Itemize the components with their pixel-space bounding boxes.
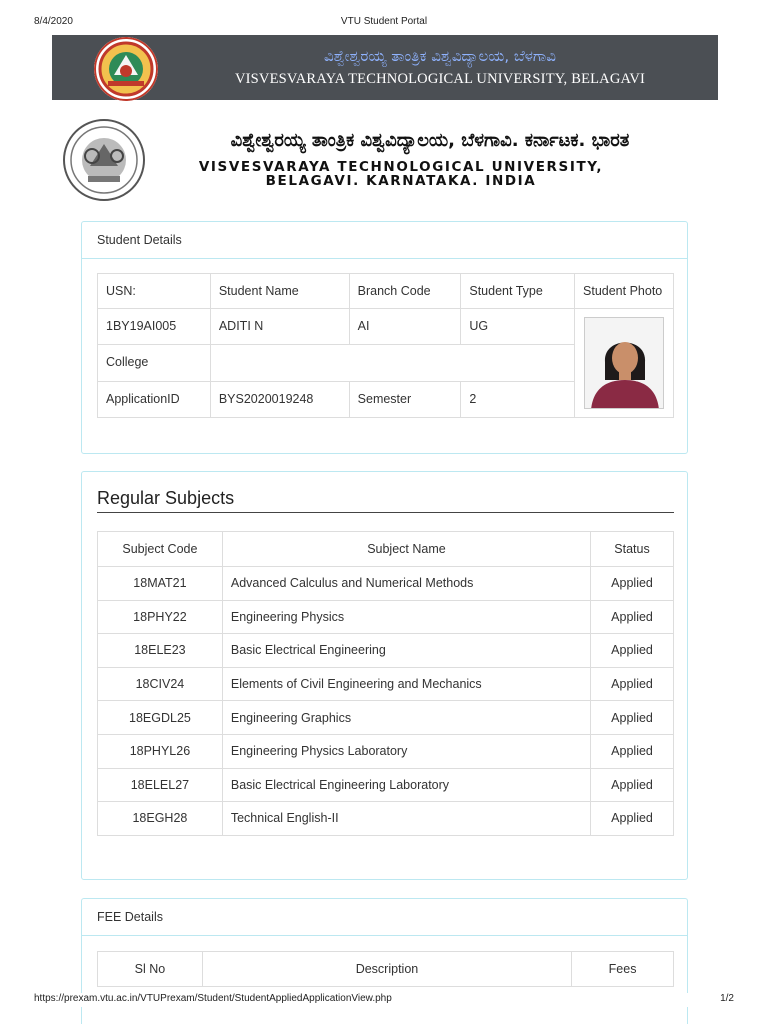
- table-row: [98, 802, 674, 836]
- usn-value: 1BY19AI005: [98, 309, 211, 345]
- letterhead-kannada-title: ವಿಶ್ವೇಶ್ವರಯ್ಯ ತಾಂತ್ರಿಕ ವಿಶ್ವವಿದ್ಯಾಲಯ, ಬೆಳಗಾವಿ. ಕರ್ನಾಟಕ. ಭಾರತ: [230, 130, 630, 151]
- print-page-number: 1/2: [720, 993, 734, 1004]
- table-row: [98, 768, 674, 802]
- branch-code-label: Branch Code: [349, 274, 461, 309]
- title-divider: [97, 512, 674, 513]
- subject-code-header: Subject Code: [98, 532, 223, 567]
- table-row: [98, 600, 674, 634]
- print-header: [0, 16, 768, 30]
- college-value: [210, 345, 574, 381]
- subject-name-cell: Engineering Physics Laboratory: [222, 734, 590, 768]
- subject-name-cell: Technical English-II: [222, 802, 590, 836]
- university-banner: [52, 35, 718, 100]
- vtu-emblem-icon: [94, 37, 158, 101]
- table-header-row: [98, 532, 674, 567]
- subject-name-cell: Advanced Calculus and Numerical Methods: [222, 567, 590, 601]
- regular-subjects-title: Regular Subjects: [97, 488, 235, 508]
- table-row: [98, 567, 674, 601]
- application-id-value: BYS2020019248: [210, 381, 349, 417]
- letterhead-english-line2: BELAGAVI. KARNATAKA. INDIA: [265, 173, 537, 189]
- student-type-value: UG: [461, 309, 575, 345]
- student-name-value: ADITI N: [210, 309, 349, 345]
- semester-label: Semester: [349, 381, 461, 417]
- status-header: Status: [591, 532, 674, 567]
- student-details-panel: [81, 221, 688, 454]
- student-name-label: Student Name: [210, 274, 349, 309]
- subjects-table: [97, 531, 674, 836]
- letterhead-english-line1: VISVESVARAYA TECHNOLOGICAL UNIVERSITY,: [198, 159, 604, 175]
- subject-name-header: Subject Name: [222, 532, 590, 567]
- banner-kannada-title: ವಿಶ್ವೇಶ್ವರಯ್ಯ ತಾಂತ್ರಿಕ ವಿಶ್ವವಿದ್ಯಾಲಯ, ಬೆಳಗಾವಿ: [324, 47, 556, 65]
- table-row: [98, 734, 674, 768]
- semester-value: 2: [461, 381, 575, 417]
- table-row: [98, 274, 674, 309]
- subject-code-cell: 18CIV24: [98, 667, 223, 701]
- application-id-label: ApplicationID: [98, 381, 211, 417]
- subject-code-cell: 18ELEL27: [98, 768, 223, 802]
- subjects-body: [98, 567, 674, 836]
- table-row: [98, 309, 674, 345]
- student-details-heading: Student Details: [82, 222, 687, 259]
- subject-name-cell: Basic Electrical Engineering Laboratory: [222, 768, 590, 802]
- banner-english-title: VISVESVARAYA TECHNOLOGICAL UNIVERSITY, BELAGAVI: [234, 71, 646, 87]
- letterhead: [60, 116, 710, 208]
- print-footer: [0, 993, 768, 1007]
- student-photo: [584, 317, 664, 409]
- student-photo-label: Student Photo: [575, 274, 674, 309]
- subject-name-cell: Engineering Graphics: [222, 701, 590, 735]
- subject-code-cell: 18EGH28: [98, 802, 223, 836]
- subject-code-cell: 18ELE23: [98, 634, 223, 668]
- status-cell: Applied: [591, 802, 674, 836]
- regular-subjects-panel: [81, 471, 688, 880]
- usn-label: USN:: [98, 274, 211, 309]
- subject-code-cell: 18EGDL25: [98, 701, 223, 735]
- status-cell: Applied: [591, 734, 674, 768]
- student-photo-cell: [575, 309, 674, 418]
- status-cell: Applied: [591, 567, 674, 601]
- fee-table: [97, 951, 674, 987]
- subject-name-cell: Engineering Physics: [222, 600, 590, 634]
- branch-code-value: AI: [349, 309, 461, 345]
- status-cell: Applied: [591, 600, 674, 634]
- student-type-label: Student Type: [461, 274, 575, 309]
- status-cell: Applied: [591, 701, 674, 735]
- student-details-table: [97, 273, 674, 418]
- table-header-row: [98, 952, 674, 987]
- table-row: [98, 634, 674, 668]
- table-row: [98, 667, 674, 701]
- vtu-seal-icon: [62, 116, 146, 206]
- print-url: https://prexam.vtu.ac.in/VTUPrexam/Student/StudentAppliedApplicationView.php: [34, 993, 392, 1004]
- sl-no-header: Sl No: [98, 952, 203, 987]
- fee-details-heading: FEE Details: [82, 899, 687, 936]
- subject-name-cell: Basic Electrical Engineering: [222, 634, 590, 668]
- status-cell: Applied: [591, 768, 674, 802]
- status-cell: Applied: [591, 667, 674, 701]
- subject-name-cell: Elements of Civil Engineering and Mechanics: [222, 667, 590, 701]
- college-label: College: [98, 345, 211, 381]
- print-date: 8/4/2020: [34, 16, 73, 27]
- subject-code-cell: 18PHYL26: [98, 734, 223, 768]
- print-title: VTU Student Portal: [340, 16, 428, 27]
- description-header: Description: [202, 952, 571, 987]
- fees-header: Fees: [572, 952, 674, 987]
- status-cell: Applied: [591, 634, 674, 668]
- table-row: [98, 701, 674, 735]
- subject-code-cell: 18MAT21: [98, 567, 223, 601]
- subject-code-cell: 18PHY22: [98, 600, 223, 634]
